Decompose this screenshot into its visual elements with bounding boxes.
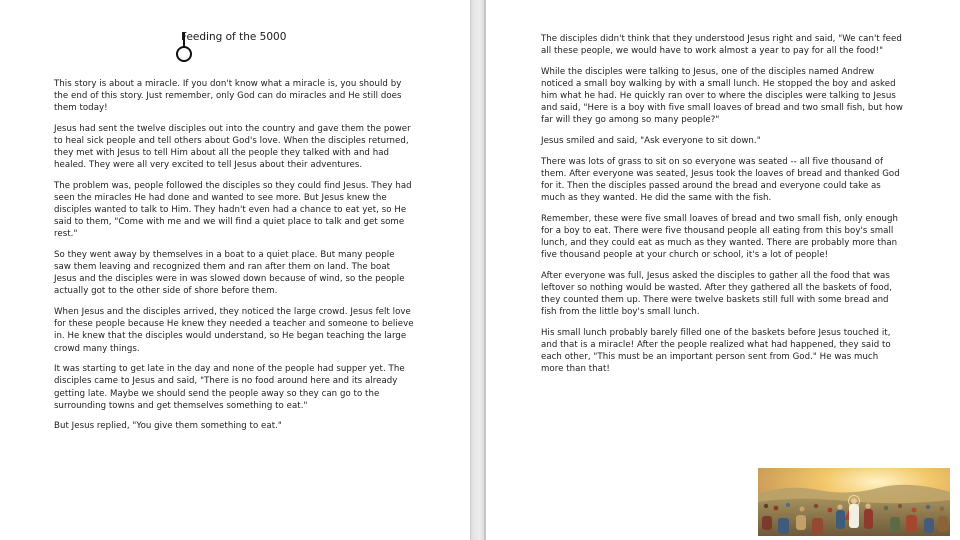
right-paragraph-5: Remember, these were five small loaves of bread and two small fish, only enough for a boy to eat. There were five thousand people all eating from this boy's small lunch, and they could eat as much as they wanted. There are probably more than five thousand people at your church or school, it's a lot of people! bbox=[541, 213, 899, 261]
right-paragraph-7: His small lunch probably barely filled one of the baskets before Jesus touched it, and that is a miracle! After the people realized what had happened, they said to each other, "This must be an important person sent from God." He was much more than that! bbox=[541, 328, 891, 375]
crowd-painting-image bbox=[758, 468, 950, 536]
left-paragraph-2: Jesus had sent the twelve disciples out into the country and gave them the power to heal sick people and tell others about God's love. When the disciples returned, they met with Jesus to tell Him about all the people they talked with and had healed. They were all very excited to tell Jesus about their adventures. bbox=[54, 123, 411, 171]
right-column-text bbox=[541, 33, 903, 384]
right-paragraph-3: Jesus smiled and said, "Ask everyone to sit down." bbox=[541, 136, 761, 147]
left-paragraph-7: But Jesus replied, "You give them something to eat." bbox=[54, 421, 282, 432]
right-paragraph-6: After everyone was full, Jesus asked the disciples to gather all the food that was leftover so nothing would be wasted. After they gathered all the baskets of food, they counted them up. There were twelve baskets still full with some bread and fish from the little boy's small lunch. bbox=[541, 270, 893, 318]
left-paragraph-1: This story is about a miracle. If you don't know what a miracle is, you should by the end of this story. Just remember, only God can do miracles and He still does them today! bbox=[54, 79, 402, 114]
right-paragraph-4: There was lots of grass to sit on so everyone was seated -- all five thousand of them. After everyone was seated, Jesus took the loaves of bread and thanked God for it. Then the disciples passed around the bread and everyone could take as much as they wanted. He did the same with the fish. bbox=[541, 156, 900, 204]
page-title: Feeding of the 5000 bbox=[181, 31, 287, 43]
left-paragraph-4: So they went away by themselves in a boat to a quiet place. But many people saw them leaving and recognized them and ran after them on land. The boat Jesus and the disciples were in was slowed down because of wind, so the people actually got to the other side of shore before them. bbox=[54, 250, 405, 297]
left-column-text bbox=[54, 78, 414, 441]
left-page bbox=[0, 0, 470, 540]
right-paragraph-2: While the disciples were talking to Jesus, one of the disciples named Andrew noticed a small boy walking by with a small lunch. He stopped the boy and asked him what he had. He quickly ran over to where the disciples were talking to Jesus and said, "Here is a boy with five small loaves of bread and two small fish, but how far will they go among so many people?" bbox=[541, 66, 903, 126]
left-paragraph-6: It was starting to get late in the day and none of the people had supper yet. The disciples came to Jesus and said, "There is no food around here and its already getting late. Maybe we should send the people away so they can go to the surrounding towns and get themselves something to eat." bbox=[54, 364, 405, 411]
right-paragraph-1: The disciples didn't think that they understood Jesus right and said, "We can't feed all these people, we would have to work almost a year to pay for all the food!" bbox=[541, 34, 902, 57]
left-paragraph-3: The problem was, people followed the disciples so they could find Jesus. They had seen the miracles He had done and wanted to see more. But Jesus knew the disciples wanted to talk to Him. They hadn't even had a chance to eat yet, so He said to them, "Come with me and we will find a quiet place to talk and get some rest." bbox=[54, 181, 412, 240]
crowd-illustration bbox=[758, 468, 950, 536]
bullet-ring-icon bbox=[176, 46, 192, 62]
left-paragraph-5: When Jesus and the disciples arrived, they noticed the large crowd. Jesus felt love for these people because He knew they needed a teacher and someone to believe in. He knew that the disciples would understand, so He began teaching the large crowd many things. bbox=[54, 307, 414, 354]
title-block bbox=[176, 30, 376, 60]
